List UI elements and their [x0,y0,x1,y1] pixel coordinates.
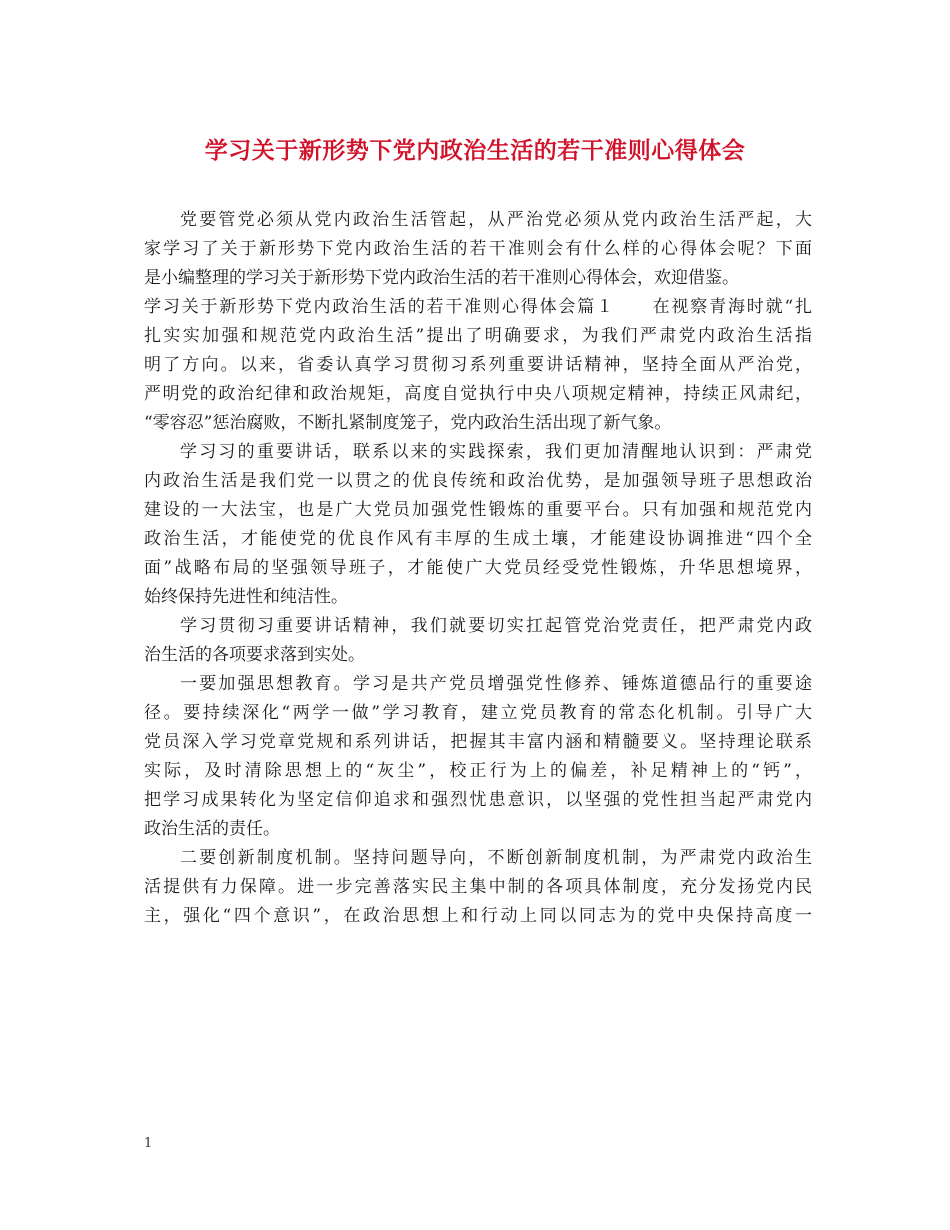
text-line: 政治生活，才能使党的优良作风有丰厚的生成土壤，才能建设协调推进“四个全 [144,529,812,549]
document-body [144,206,812,931]
text-line: 活提供有力保障。进一步完善落实民主集中制的各项具体制度，充分发扬党内民 [144,877,812,897]
text-line: 主，强化“四个意识”，在政治思想上和行动上同以同志为的党中央保持高度一 [144,906,812,926]
text-line: 扎实实加强和规范党内政治生活”提出了明确要求，为我们严肃党内政治生活指 [144,326,812,346]
text-line: 家学习了关于新形势下党内政治生活的若干准则会有什么样的心得体会呢？下面 [144,239,812,259]
text-line: 治生活的各项要求落到实处。 [144,645,365,665]
text-line: 党员深入学习党章党规和系列讲话，把握其丰富内涵和精髓要义。坚持理论联系 [144,732,812,752]
text-line: 是小编整理的学习关于新形势下党内政治生活的若干准则心得体会，欢迎借鉴。 [144,268,739,288]
text-line: 政治生活的责任。 [144,819,280,839]
text-line: 明了方向。以来，省委认真学习贯彻习系列重要讲话精神，坚持全面从严治党， [144,355,812,375]
text-line: 把学习成果转化为坚定信仰追求和强烈忧患意识，以坚强的党性担当起严肃党内 [144,790,812,810]
text-line: 党要管党必须从党内政治生活管起，从严治党必须从党内政治生活严起，大 [180,210,812,230]
page-number: 1 [144,1136,153,1151]
text-line: 一要加强思想教育。学习是共产党员增强党性修养、锤炼道德品行的重要途 [180,674,812,694]
text-line: 始终保持先进性和纯洁性。 [144,587,348,607]
text-line: 二要创新制度机制。坚持问题导向，不断创新制度机制，为严肃党内政治生 [180,848,812,868]
text-line: 学习习的重要讲话，联系以来的实践探索，我们更加清醒地认识到：严肃党 [180,442,812,462]
text-line: “零容忍”惩治腐败，不断扎紧制度笼子，党内政治生活出现了新气象。 [144,413,672,433]
text-line: 学习贯彻习重要讲话精神，我们就要切实扛起管党治党责任，把严肃党内政 [180,616,812,636]
text-line: 实际，及时清除思想上的“灰尘”，校正行为上的偏差，补足精神上的“钙”， [144,761,812,781]
page-title: 学习关于新形势下党内政治生活的若干准则心得体会 [204,137,746,164]
text-line: 严明党的政治纪律和政治规矩，高度自觉执行中央八项规定精神，持续正风肃纪， [144,384,812,404]
text-line: 建设的一大法宝，也是广大党员加强党性锻炼的重要平台。只有加强和规范党内 [144,500,812,520]
text-line: 面”战略布局的坚强领导班子，才能使广大党员经受党性锻炼，升华思想境界， [144,558,812,578]
text-line: 径。要持续深化“两学一做”学习教育，建立党员教育的常态化机制。引导广大 [144,703,812,723]
text-line: 内政治生活是我们党一以贯之的优良传统和政治优势，是加强领导班子思想政治 [144,471,812,491]
text-line: 学习关于新形势下党内政治生活的若干准则心得体会篇１ 在视察青海时就“扎 [144,297,812,317]
